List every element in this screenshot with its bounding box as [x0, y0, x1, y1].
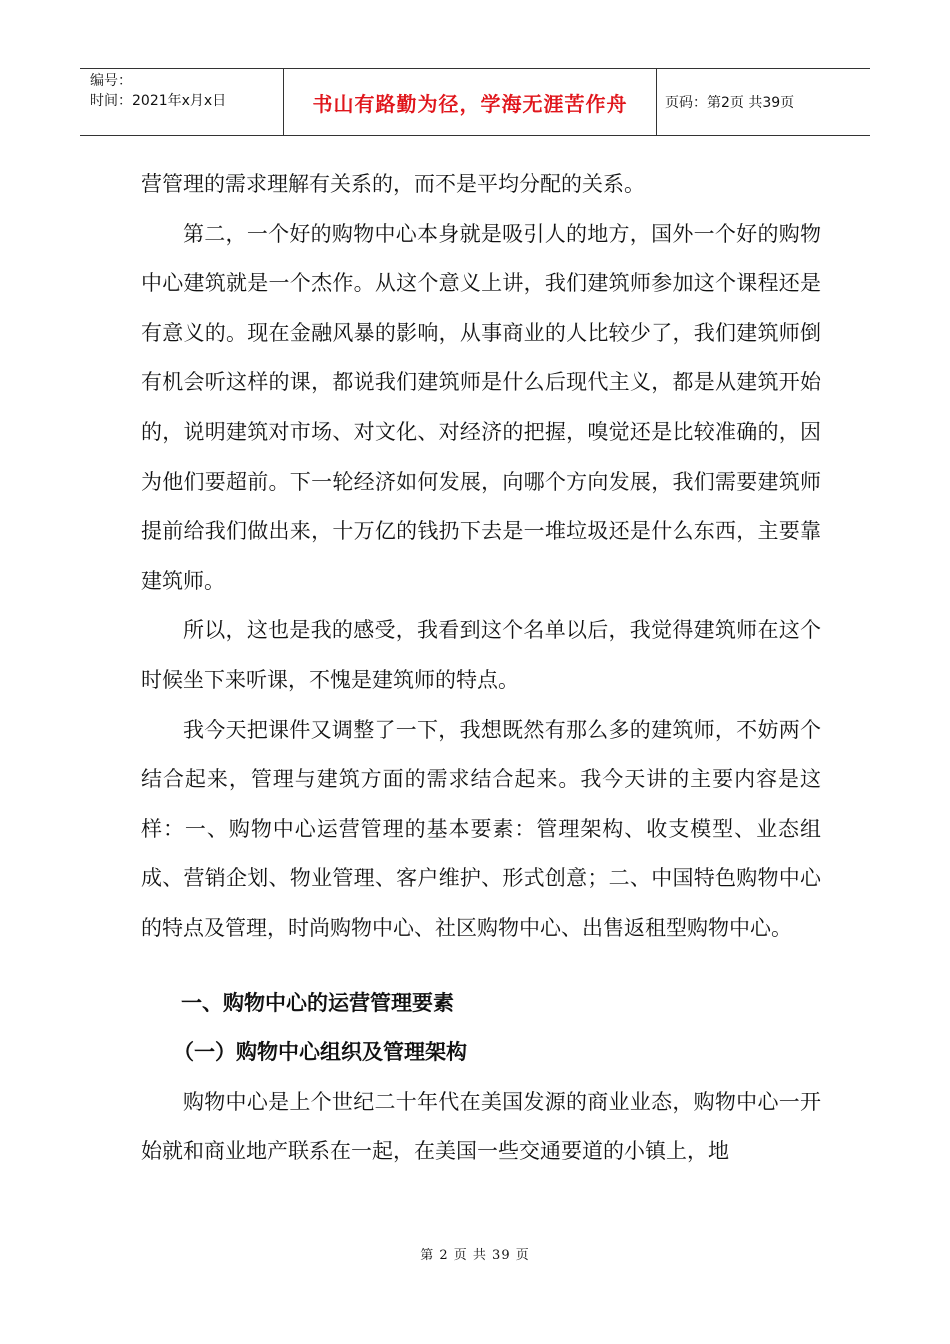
header-meta [80, 69, 283, 135]
header-page-info: 页码：第2页 共39页 [665, 95, 795, 111]
paragraph-history: 购物中心是上个世纪二十年代在美国发源的商业业态，购物中心一开始就和商业地产联系在一起，在美国一些交通要道的小镇上，地 [141, 1089, 821, 1164]
paragraph-feeling: 所以，这也是我的感受，我看到这个名单以后，我觉得建筑师在这个时候坐下来听课，不愧是建筑师的特点。 [141, 618, 821, 692]
document-header [80, 68, 870, 136]
header-motto: 书山有路勤为径，学海无涯苦作舟 [283, 69, 657, 135]
paragraph-second-point: 第二，一个好的购物中心本身就是吸引人的地方，国外一个好的购物中心建筑就是一个杰作。从这个意义上讲，我们建筑师参加这个课程还是有意义的。现在金融风暴的影响，从事商业的人比较少了，我们建筑师倒有机会听这样的课，都说我们建筑师是什么后现代主义，都是从建筑开始的，说明建筑对市场、对文化、对经济的把握，嗅觉还是比较准确的，因为他们要超前。下一轮经济如何发展，向哪个方向发展，我们需要建筑师提前给我们做出来，十万亿的钱扔下去是一堆垃圾还是什么东西，主要靠建筑师。 [141, 221, 821, 593]
page-footer: 第 2 页 共 39 页 [420, 1248, 530, 1263]
section-heading: 一、购物中心的运营管理要素 [181, 990, 454, 1015]
document-number-label: 编号： [90, 73, 132, 89]
paragraph-continued: 营管理的需求理解有关系的，而不是平均分配的关系。 [141, 172, 645, 196]
paragraph-course-outline: 我今天把课件又调整了一下，我想既然有那么多的建筑师，不妨两个结合起来，管理与建筑方面的需求结合起来。我今天讲的主要内容是这样：一、购物中心运营管理的基本要素：管理架构、收支模型、业态组成、营销企划、物业管理、客户维护、形式创意；二、中国特色购物中心的特点及管理，时尚购物中心、社区购物中心、出售返租型购物中心。 [141, 717, 821, 940]
document-time-label: 时间：2021年x月x日 [90, 93, 227, 109]
subsection-heading: （一）购物中心组织及管理架构 [173, 1040, 467, 1065]
document-body [141, 160, 821, 1177]
